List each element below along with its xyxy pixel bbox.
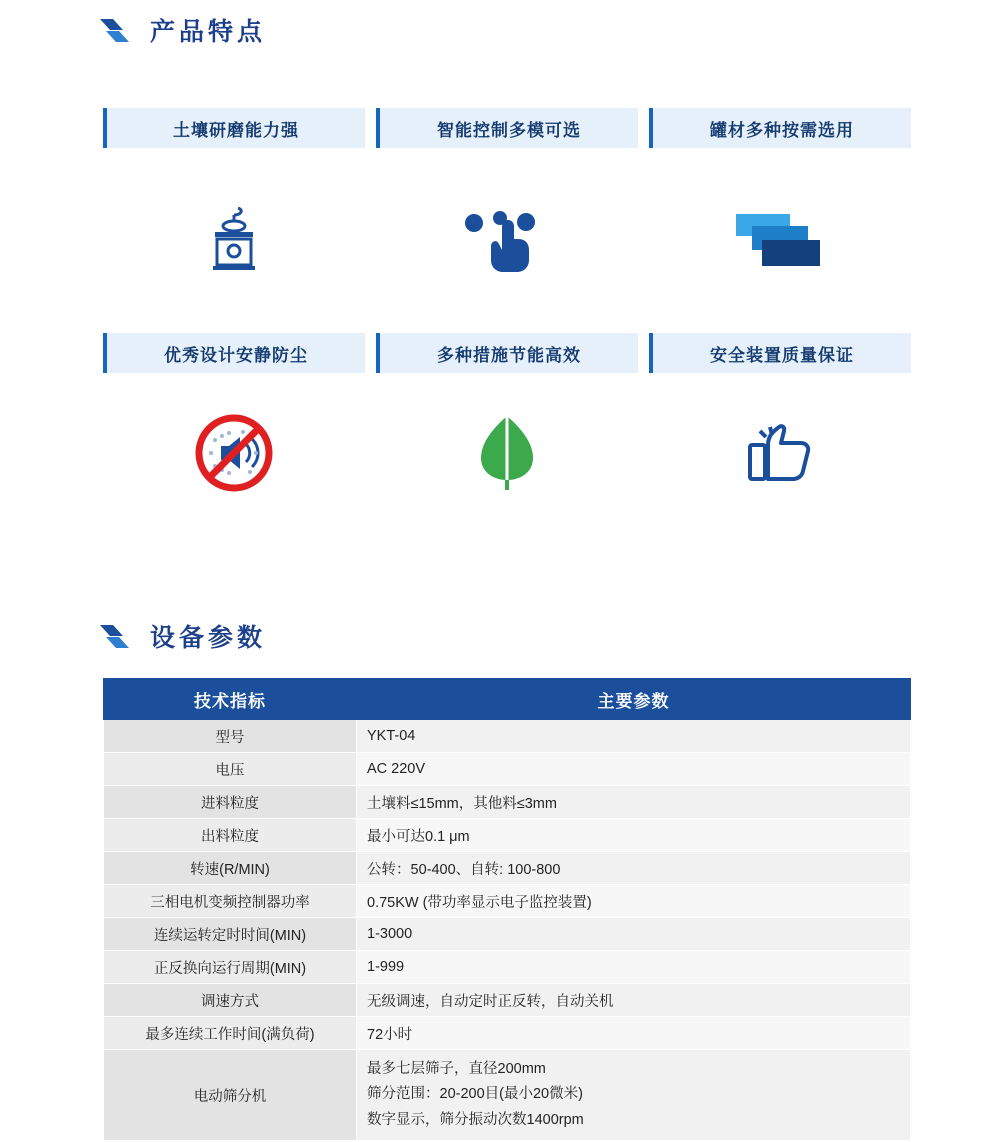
feature-card-1 [103,108,365,333]
table-row [104,720,911,753]
table-row [104,984,911,1017]
thumbs-up-icon [649,373,911,533]
row-key: 三相电机变频控制器功率 [104,885,357,918]
table-row [104,786,911,819]
row-value-line: 筛分范围：20-200目(最小20微米) [367,1086,583,1103]
table-row [104,753,911,786]
feature-grid [103,108,911,533]
row-key: 连续运转定时时间(MIN) [104,918,357,951]
grinder-icon [103,148,365,333]
row-value: AC 220V [357,753,911,786]
row-value-line: 数字显示，筛分振动次数1400rpm [367,1111,584,1128]
row-key: 转速(R/MIN) [104,852,357,885]
row-value [357,1050,911,1141]
features-section-heading [100,12,266,48]
stacked-plates-icon [649,148,911,333]
row-value: YKT-04 [357,720,911,753]
row-value: 无级调速，自动定时正反转，自动关机 [357,984,911,1017]
row-value: 最小可达0.1 μm [357,819,911,852]
table-header-row [104,679,911,720]
row-key: 型号 [104,720,357,753]
table-row [104,951,911,984]
row-value: 0.75KW (带功率显示电子监控装置) [357,885,911,918]
row-key: 进料粒度 [104,786,357,819]
touch-hand-icon [376,148,638,333]
feature-card-2 [376,108,638,333]
table-row [104,852,911,885]
row-key: 电动筛分机 [104,1050,357,1141]
features-title: 产品特点 [150,18,267,46]
table-row [104,918,911,951]
table-row [104,1050,911,1141]
row-value-line: 最多七层筛子，直径200mm [367,1060,546,1077]
arrow-marker-icon [100,17,136,43]
table-row [104,819,911,852]
row-value: 72小时 [357,1017,911,1050]
row-key: 电压 [104,753,357,786]
column-header-value: 主要参数 [357,679,911,720]
column-header-metric: 技术指标 [104,679,357,720]
row-key: 最多连续工作时间(满负荷) [104,1017,357,1050]
feature-label-2: 智能控制多模可选 [376,108,638,148]
row-value: 1-3000 [357,918,911,951]
row-value: 公转：50-400、自转: 100-800 [357,852,911,885]
params-title: 设备参数 [150,624,267,652]
arrow-marker-icon [100,623,136,649]
table-row [104,885,911,918]
params-section-heading [100,618,266,654]
feature-label-1: 土壤研磨能力强 [103,108,365,148]
no-noise-icon [103,373,365,533]
feature-label-6: 安全装置质量保证 [649,333,911,373]
feature-label-3: 罐材多种按需选用 [649,108,911,148]
table-row [104,1017,911,1050]
row-key: 正反换向运行周期(MIN) [104,951,357,984]
row-value: 土壤料≤15mm，其他料≤3mm [357,786,911,819]
feature-card-3 [649,108,911,333]
feature-label-5: 多种措施节能高效 [376,333,638,373]
green-leaf-icon [376,373,638,533]
feature-card-4 [103,333,365,533]
row-key: 出料粒度 [104,819,357,852]
feature-card-5 [376,333,638,533]
specifications-table [103,678,911,1141]
row-value: 1-999 [357,951,911,984]
feature-card-6 [649,333,911,533]
feature-label-4: 优秀设计安静防尘 [103,333,365,373]
row-key: 调速方式 [104,984,357,1017]
